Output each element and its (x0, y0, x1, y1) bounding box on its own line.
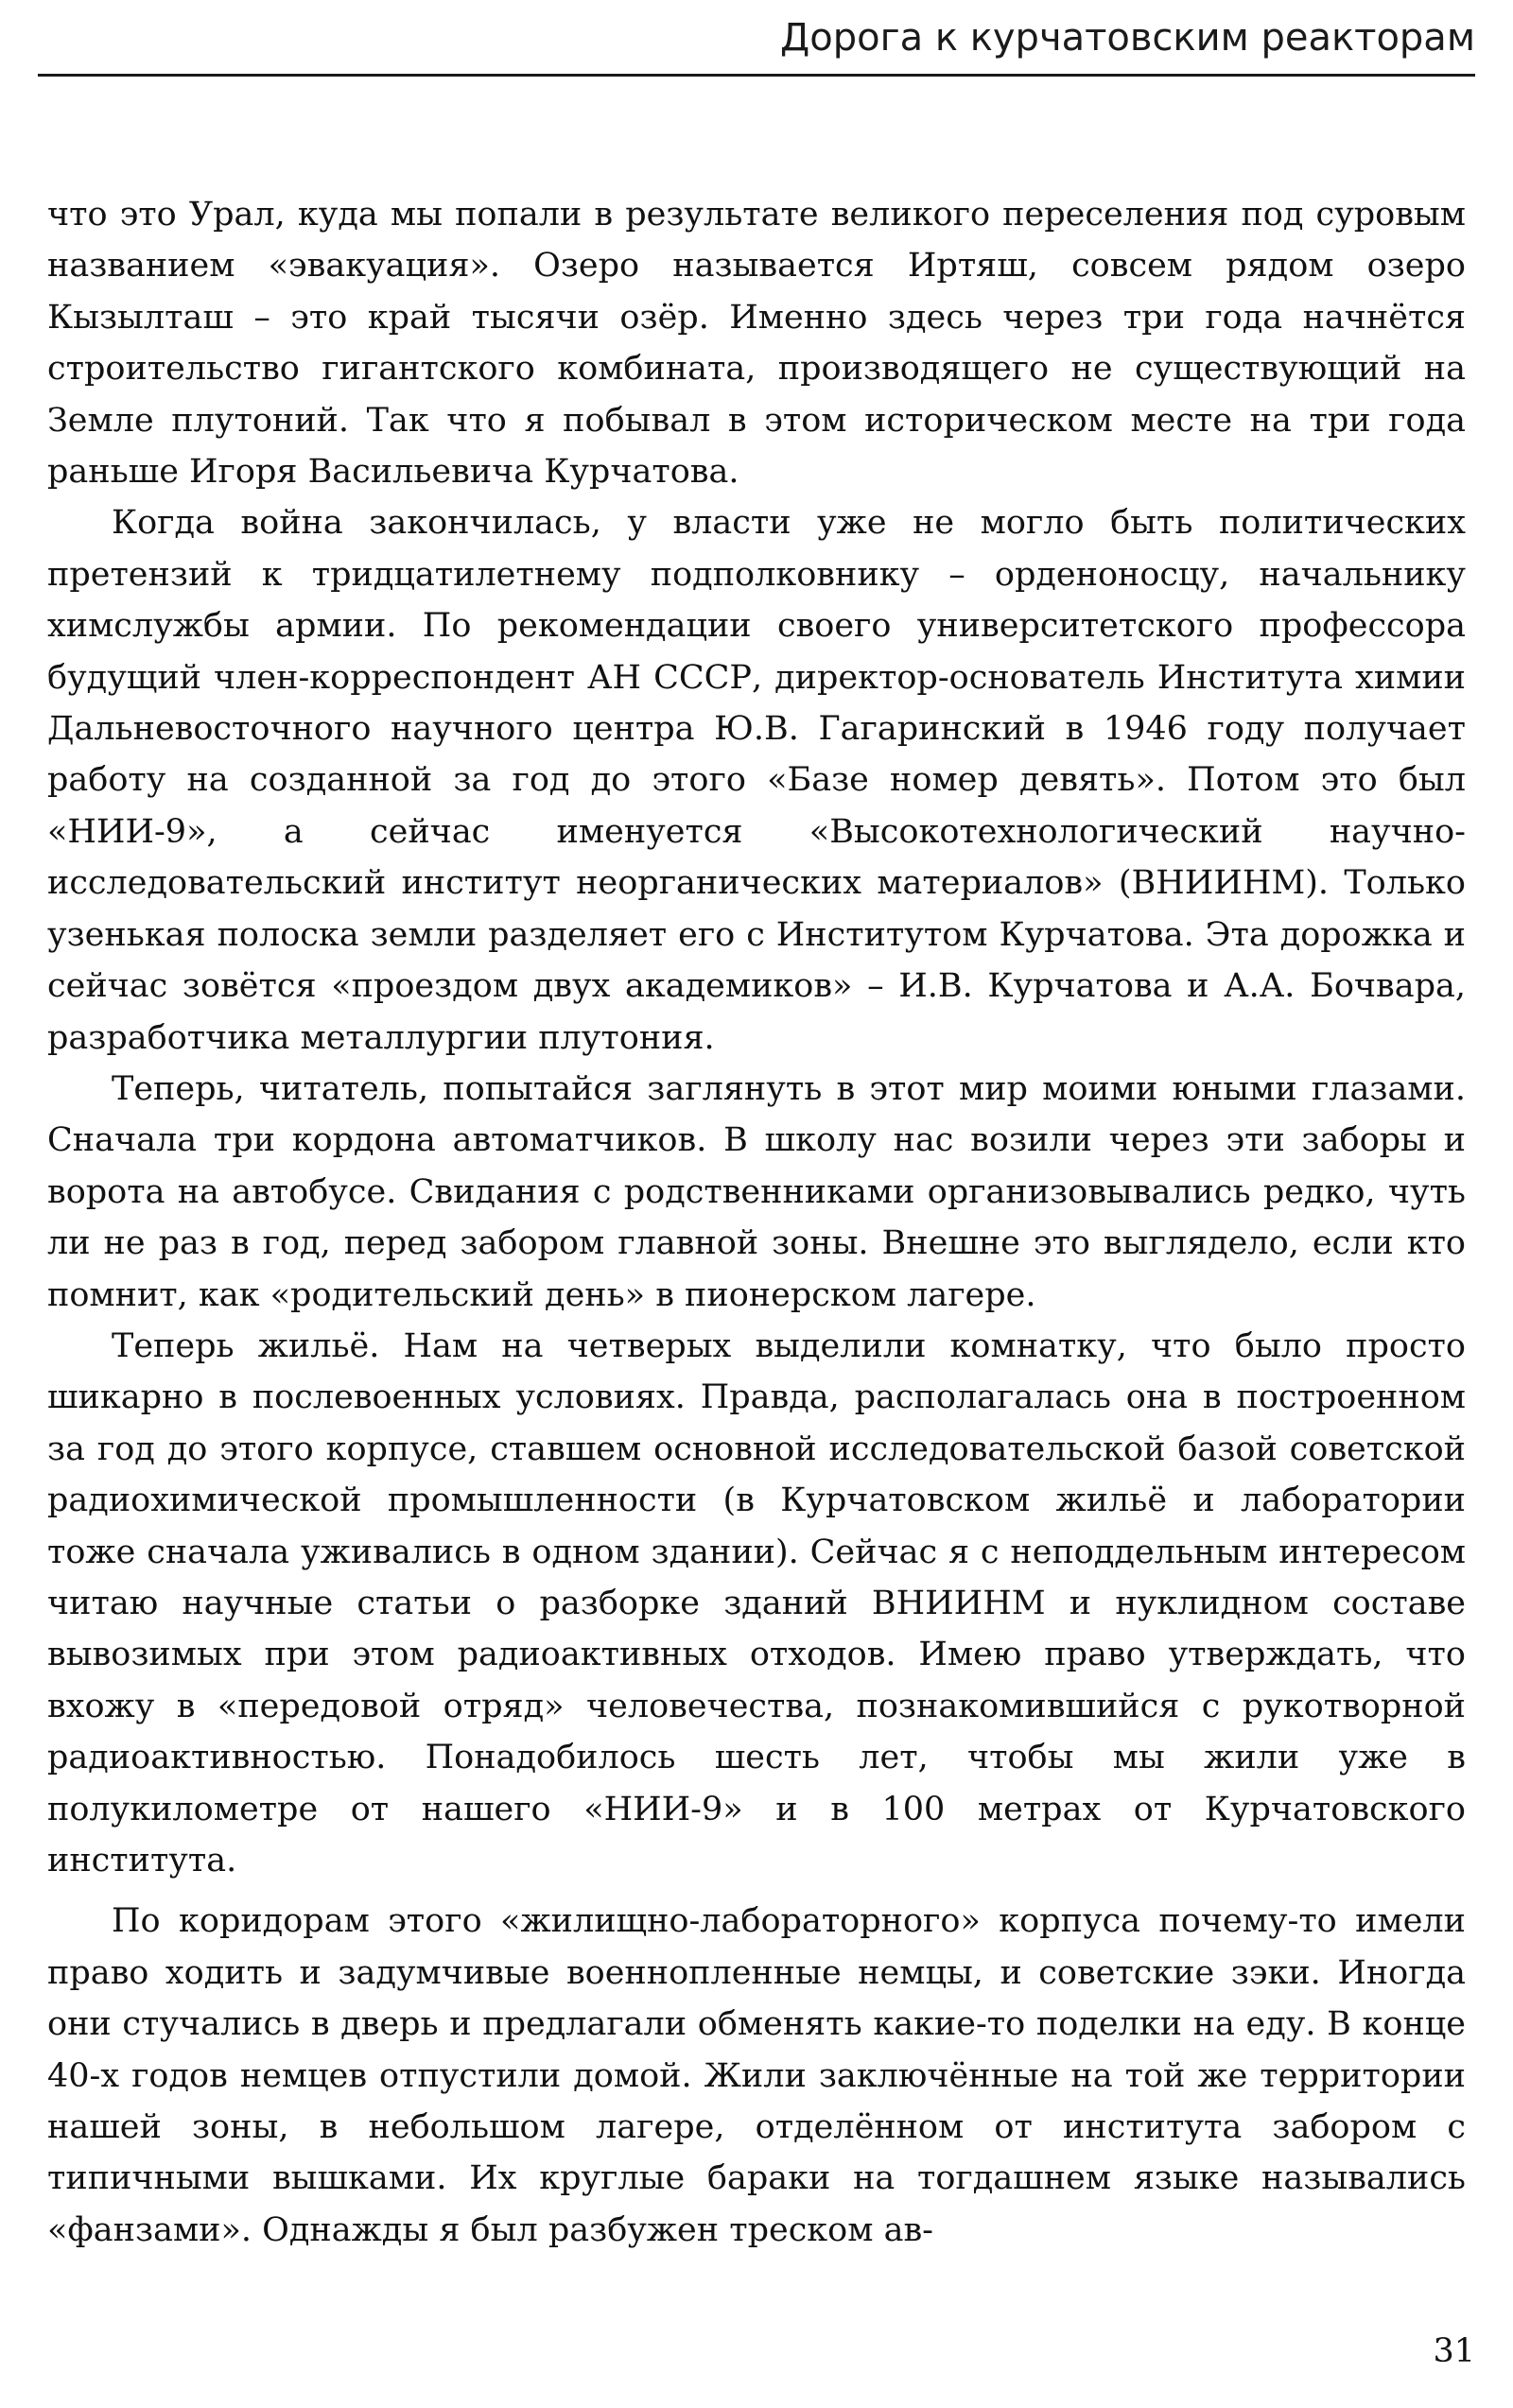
paragraph: Теперь, читатель, попытайся заглянуть в этот мир моими юными глазами. Сначала три кордона автоматчиков. В школу нас возили через эти заборы и ворота на автобусе. Свидания с родственниками организовывались редко, чуть ли не раз в год, перед забором главной зоны. Внешне это выглядело, если кто помнит, как «родительский день» в пионерском лагере. (47, 1069, 1466, 1314)
running-title: Дорога к курчатовским реакторам (780, 16, 1475, 60)
paragraph-continuation: что это Урал, куда мы попали в результате великого переселения под суровым названием «эвакуация». Озеро называется Иртяш, совсем рядом озеро Кызылташ – это край тысячи озёр. Именно здесь через три года начнётся строительство гигантского комбината, производящего не существующий на Земле плутоний. Так что я побывал в этом историческом месте на три года раньше Игоря Васильевича Курчатова. (47, 196, 1466, 492)
paragraph: Теперь жильё. Нам на четверых выделили комнатку, что было просто шикарно в послевоенных условиях. Правда, располагалась она в построенном за год до этого корпусе, ставшем основной исследовательской базой советской радиохимической промышленности (в Курчатовском жильё и лаборатории тоже сначала уживались в одном здании). Сейчас я с неподдельным интересом читаю научные статьи о разборке зданий ВНИИНМ и нуклидном составе вывозимых при этом радиоактивных отходов. Имею право утверждать, что вхожу в «передовой отряд» человечества, познакомившийся с рукотворной радиоактивностью. Понадобилось шесть лет, чтобы мы жили уже в полукилометре от нашего «НИИ-9» и в 100 метрах от Курчатовского института. (47, 1326, 1466, 1880)
paragraph: Когда война закончилась, у власти уже не могло быть политических претензий к тридцатилетнему подполковнику – орденоносцу, начальнику химслужбы армии. По рекомендации своего университетского профессора будущий член-корреспондент АН СССР, директор-основатель Института химии Дальневосточного научного центра Ю.В. Гагаринский в 1946 году получает работу на созданной за год до этого «Базе номер девять». Потом это был «НИИ-9», а сейчас именуется «Высокотехнологический научно-исследовательский институт неорганических материалов» (ВНИИНМ). Только узенькая полоска земли разделяет его с Институтом Курчатова. Эта дорожка и сейчас зовётся «проездом двух академиков» – И.В. Курчатова и А.А. Бочвара, разработчика металлургии плутония. (47, 504, 1466, 1057)
page-number: 31 (1433, 2332, 1475, 2370)
running-header (38, 0, 1475, 77)
paragraph: По коридорам этого «жилищно-лабораторного» корпуса почему-то имели право ходить и задумчивые военнопленные немцы, и советские зэки. Иногда они стучались в дверь и предлагали обменять какие-то поделки на еду. В конце 40-х годов немцев отпустили домой. Жили заключённые на той же территории нашей зоны, в небольшом лагере, отделённом от института забором с типичными вышками. Их круглые бараки на тогдашнем языке назывались «фанзами». Однажды я был разбужен треском ав- (47, 1902, 1466, 2249)
body-text (47, 189, 1466, 2256)
